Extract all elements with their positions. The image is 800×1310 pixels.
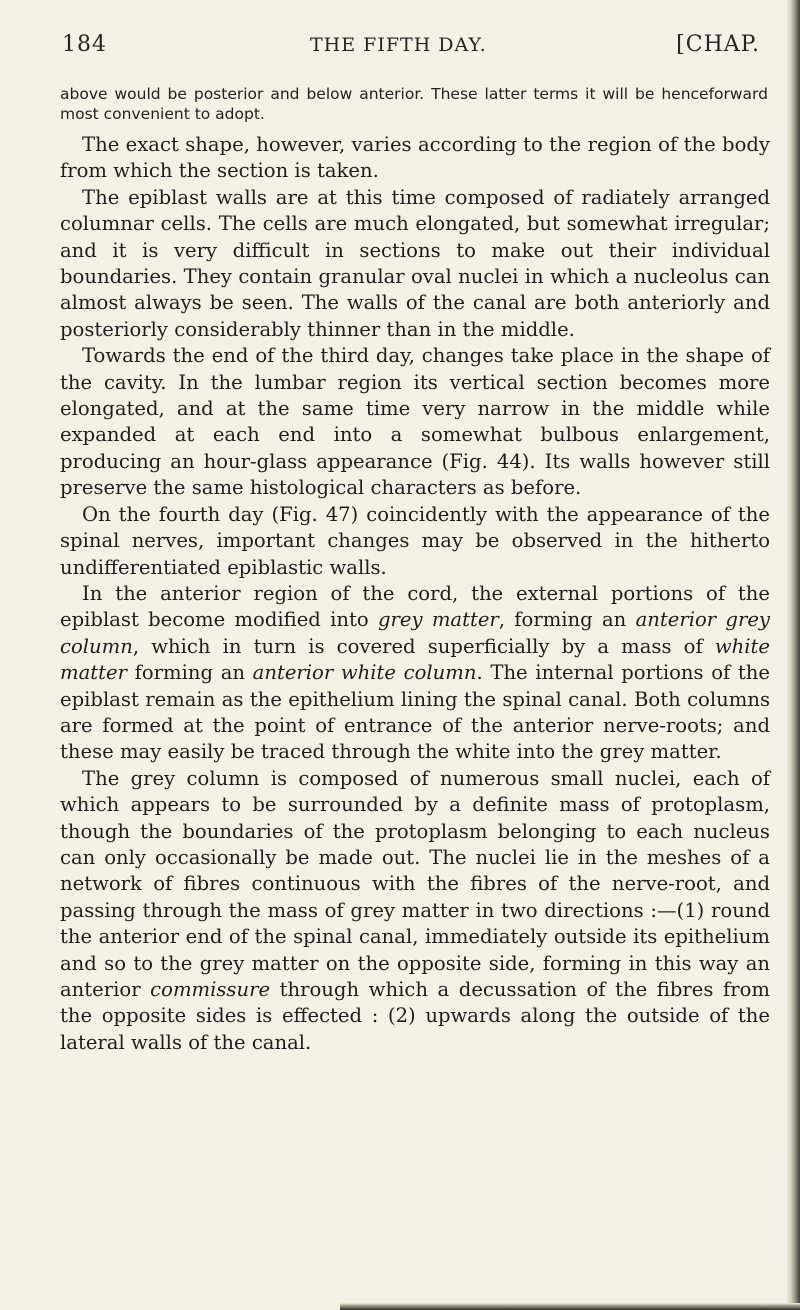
text-segment: forming an [126,661,253,685]
paragraph [60,766,770,1056]
text-segment: . The internal portions of the epiblast remain as the epithelium lining the spinal canal. Both columns are formed at the point of entrance of the anterior nerve-roots; and these may easily be traced through the white into the grey matter. [60,661,770,764]
paragraph [60,581,770,766]
text-segment: , forming an [498,608,636,632]
page-edge-shadow [786,0,800,1310]
text-segment: through which a decussation of the fibres from the opposite sides is effected : (2) upwards along the outside of the lateral walls of the canal. [60,978,770,1054]
continued-text: above would be posterior and below anterior. These latter terms it will be henceforward most convenient to adopt. [60,85,768,123]
italic-term: white matter [60,634,770,685]
paragraph: The epiblast walls are at this time composed of radiately arranged columnar cells. The cells are much elongated, but somewhat irregular; and it is very difficult in sections to make out their individual boundaries. They contain granular oval nuclei in which a nucleolus can almost always be seen. The walls of the canal are both anteriorly and posteriorly considerably thinner than in the middle. [60,185,770,341]
italic-term: anterior white column [252,661,477,685]
italic-term: anterior grey column [60,608,770,658]
italic-term: grey matter [377,608,499,632]
running-title: THE FIFTH DAY. [310,34,487,56]
italic-term: commissure [150,978,271,1001]
chapter-marker: [CHAP. [676,32,760,57]
bottom-edge-shadow [340,1303,800,1310]
paragraph: The exact shape, however, varies according to the region of the body from which the section is taken. [60,133,770,183]
text-segment: In the anterior region of the cord, the external portions of the epiblast become modified into [60,581,770,632]
text-segment: The grey column is composed of numerous small nuclei, each of which appears to be surrounded by a definite mass of protoplasm, though the boundaries of the protoplasm belonging to each nucleus can only occasionally be made out. The nuclei lie in the meshes of a network of fibres continuous with the fibres of the nerve-root, and passing through the mass of grey matter in two directions :—(1) round the anterior end of the spinal canal, immediately outside its epithelium and so to the grey matter on the opposite side, forming in this way an anterior [60,766,770,1001]
running-head [62,32,762,72]
paragraph: On the fourth day (Fig. 47) coincidently with the appearance of the spinal nerves, important changes may be observed in the hitherto undifferentiated epiblastic walls. [60,502,770,579]
body-text [60,132,770,1056]
text-segment: , which in turn is covered superficially by a mass of [132,634,715,658]
page-number: 184 [62,32,107,57]
paragraph: Towards the end of the third day, changes take place in the shape of the cavity. In the lumbar region its vertical section becomes more elongated, and at the same time very narrow in the middle while expanded at each end into a somewhat bulbous enlargement, producing an hour-glass appearance (Fig. 44). Its walls however still preserve the same histological characters as before. [60,344,770,500]
